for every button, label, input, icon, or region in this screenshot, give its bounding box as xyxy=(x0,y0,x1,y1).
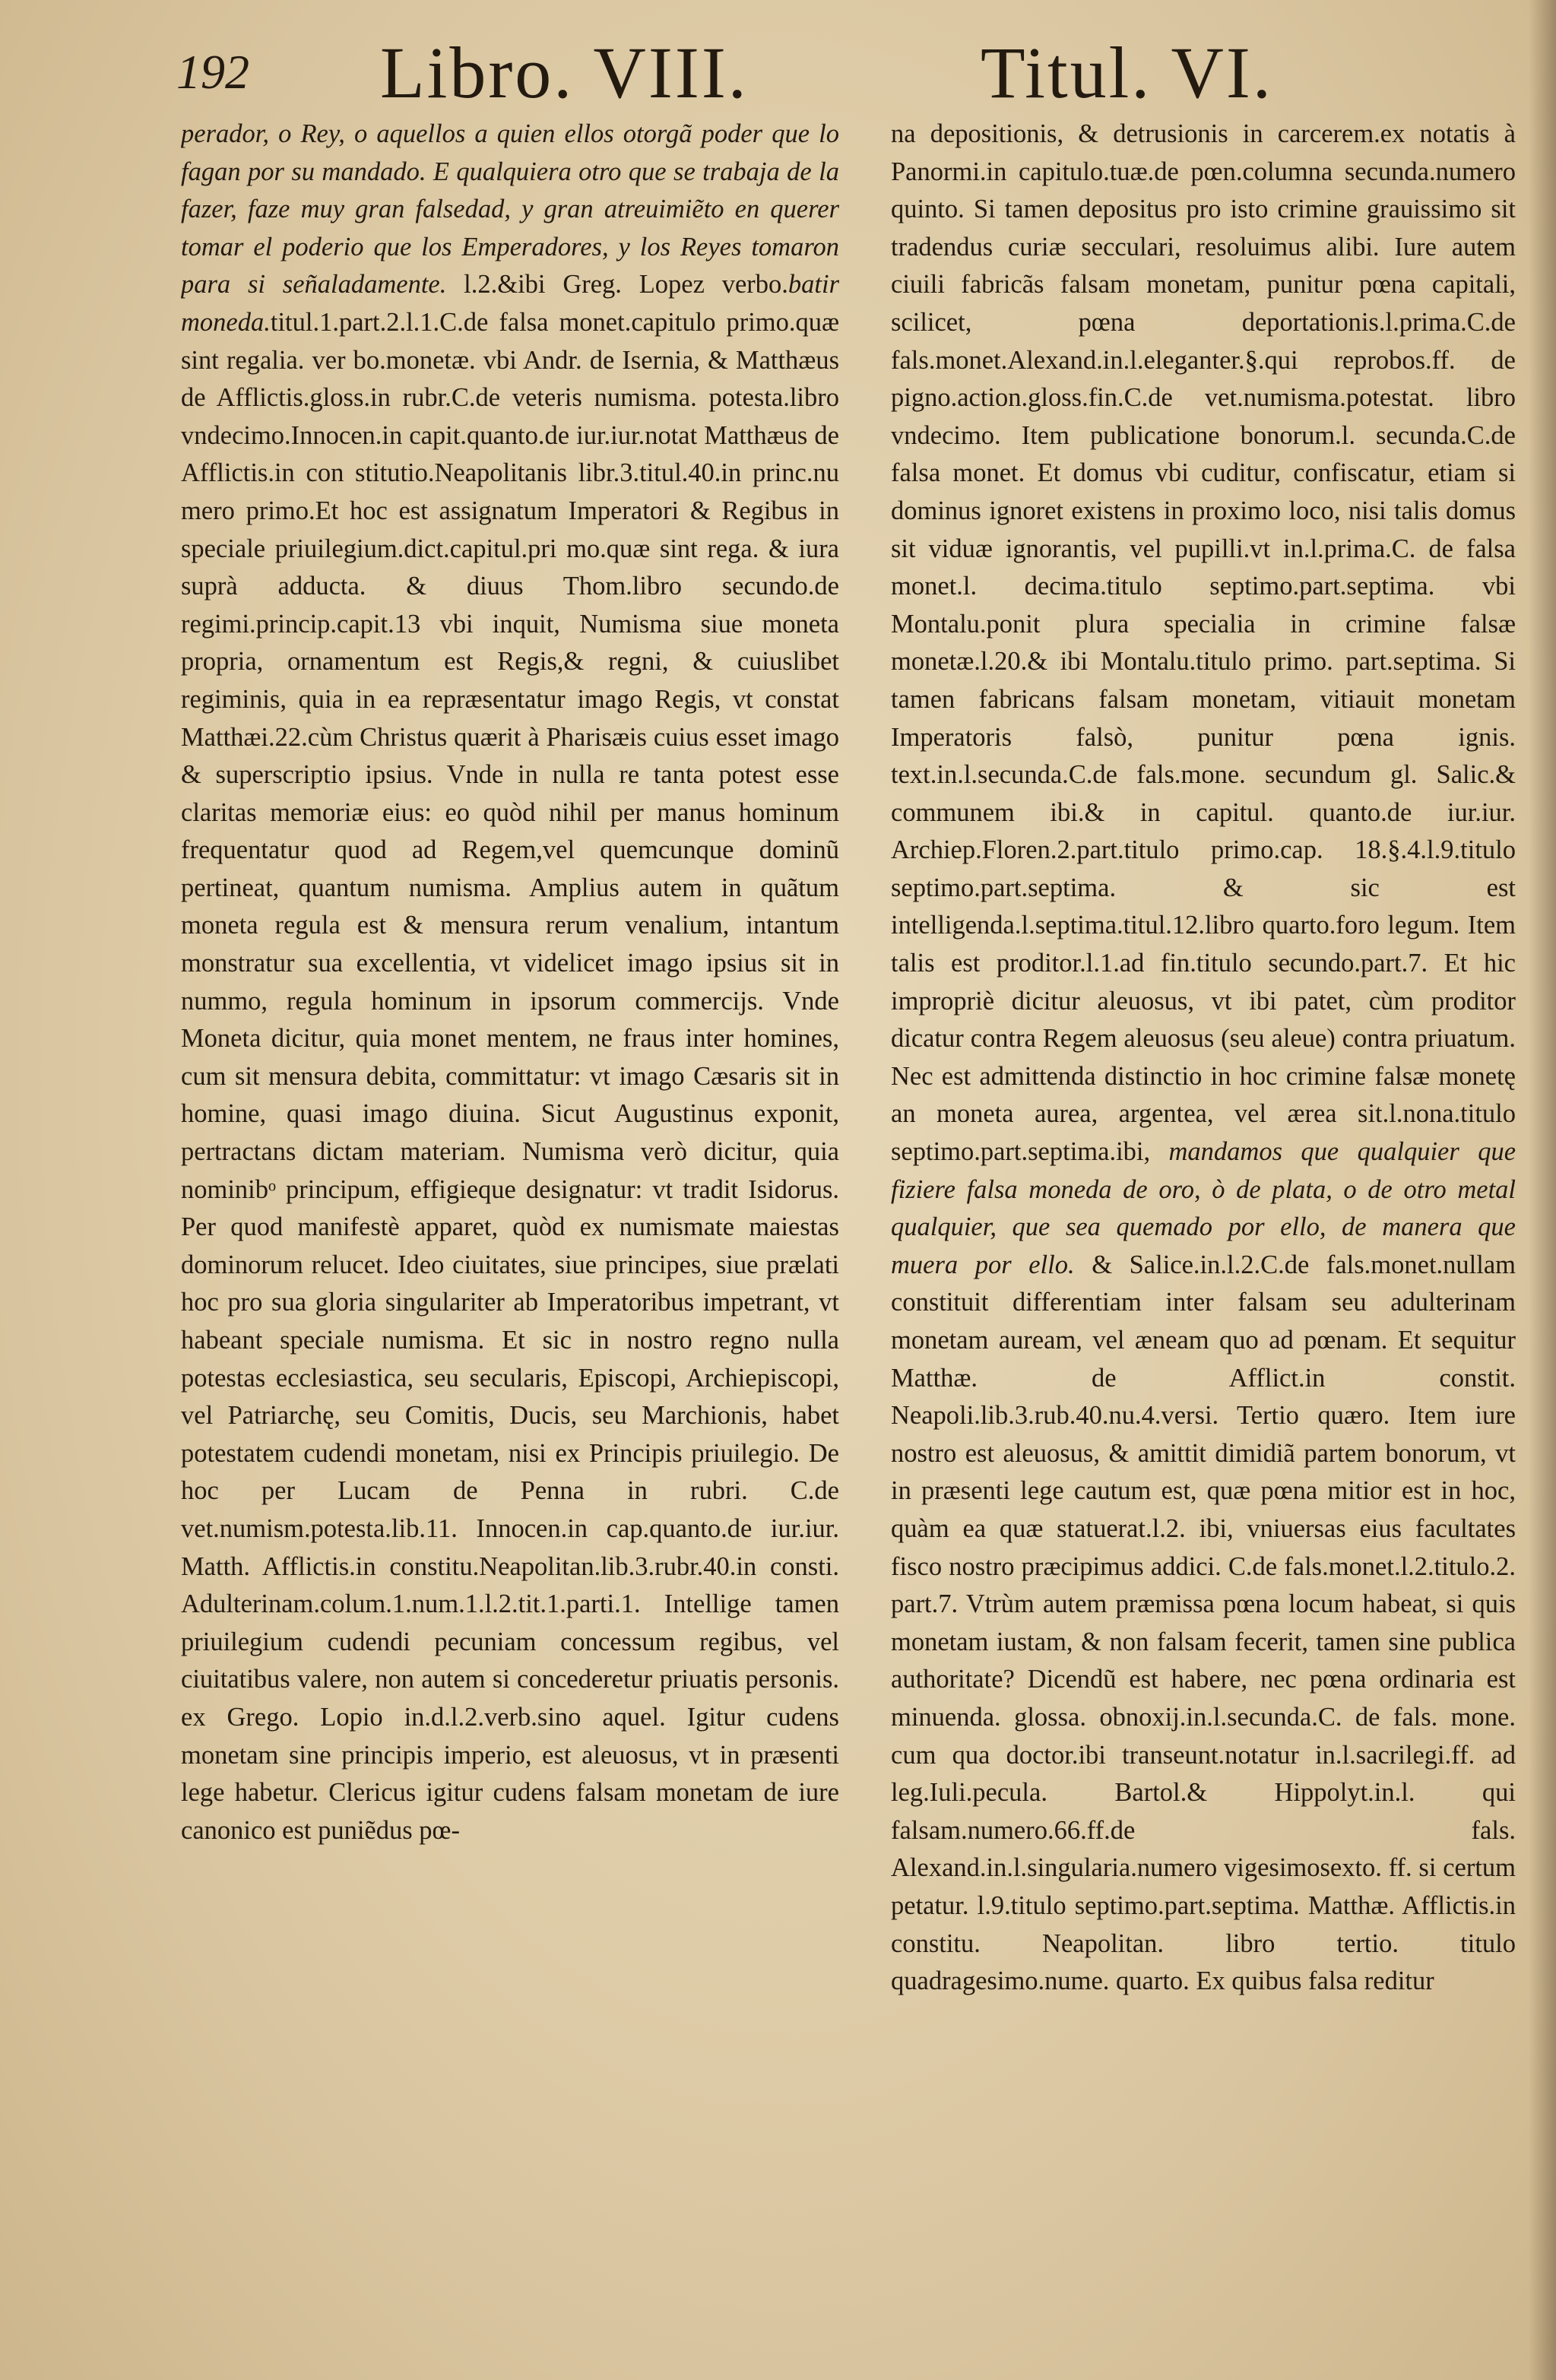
page-header xyxy=(0,30,1556,113)
right-italic-quotation: mandamos que qualquier que fiziere falsa moneda de oro, ò de plata, o de otro metal qualquier, que sea quemado por ello, de manera que muera por ello. xyxy=(891,1137,1516,1279)
left-column-text xyxy=(181,116,839,1849)
right-column xyxy=(891,116,1516,2320)
left-text-b: titul.1.part.2.l.1.C.de falsa monet.capitulo primo.quæ sint regalia. ver bo.monetæ. vbi Andr. de Isernia, & Matthæus de Afflictis.gloss.in rubr.C.de veteris numisma. potesta.libro vndecimo.Innocen.in capit.quanto.de iur.iur.notat Matthæus de Afflictis.in con stitutio.Neapolitanis libr.3.titul.40.in princ.nu mero primo.Et hoc est assignatum Imperatori & Regibus in speciale priuilegium.dict.capitul.pri mo.quæ sint rega. & iura suprà adducta. & diuus Thom.libro secundo.de regimi.princip.capit.13 vbi inquit, Numisma siue moneta propria, ornamentum est Regis,& regni, & cuiuslibet regiminis, quia in ea repræsentatur imago Regis, vt constat Matthæi.22.cùm Christus quærit à Pharisæis cuius esset imago & superscriptio ipsius. Vnde in nulla re tanta potest esse claritas memoriæ eius: eo quòd nihil per manus hominum frequentatur quod ad Regem,vel quemcunque dominũ pertineat, quantum numisma. Amplius autem in quãtum moneta regula est & mensura rerum venalium, intantum monstratur sua excellentia, vt videlicet imago ipsius sit in nummo, regula hominum in ipsorum commercijs. Vnde Moneta dicitur, quia monet mentem, ne fraus inter homines, cum sit mensura debita, committatur: vt imago Cæsaris sit in homine, quasi imago diuina. Sicut Augustinus exponit, pertractans dictam materiam. Numisma verò dicitur, quia nominibᵒ principum, effigieque designatur: vt tradit Isidorus. Per quod manifestè apparet, quòd ex numismate maiestas dominorum relucet. Ideo ciuitates, siue principes, siue prælati hoc pro sua gloria singulariter ab Imperatoribus impetrant, vt habeant speciale numisma. Et sic in nostro regno nulla potestas ecclesiastica, seu secularis, Episcopi, Archiepiscopi, vel Patriarchę, seu Comitis, Ducis, seu Marchionis, habet potestatem cudendi monetam, nisi ex Principis priuilegio. De hoc per Lucam de Penna in rubri. C.de vet.numism.potesta.lib.11. Innocen.in cap.quanto.de iur.iur. Matth. Afflictis.in constitu.Neapolitan.lib.3.rubr.40.in consti. Adulterinam.colum.1.num.1.l.2.tit.1.parti.1. Intellige tamen priuilegium cudendi pecuniam concessum regibus, vel ciuitatibus valere, non autem si concederetur priuatis personis. ex Grego. Lopio in.d.l.2.verb.sino aquel. Igitur cudens monetam sine principis imperio, est aleuosus, vt in præsenti lege habetur. Clericus igitur cudens falsam monetam de iure canonico est puniẽdus pœ- xyxy=(181,307,839,1845)
left-text-a: l.2.&ibi Greg. Lopez verbo. xyxy=(446,270,788,299)
right-text-b: & Salice.in.l.2.C.de fals.monet.nullam constituit differentiam inter falsam seu adulterinam monetam auream, vel æneam quo ad pœnam. Et sequitur Matthæ. de Afflict.in constit. Neapoli.lib.3.rub.40.nu.4.versi. Tertio quæro. Item iure nostro est aleuosus, & amittit dimidiã partem bonorum, vt in præsenti lege cautum est, quæ pœna mitior est in hoc, quàm ea quæ statuerat.l.2. ibi, vniuersas eius facultates fisco nostro præcipimus addici. C.de fals.monet.l.2.titulo.2. part.7. Vtrùm autem præmissa pœna locum habeat, si quis monetam iustam, & non falsam fecerit, tamen sine publica authoritate? Dicendũ est habere, nec pœna ordinaria est minuenda. glossa. obnoxij.in.l.secunda.C. de fals. mone. cum qua doctor.ibi transeunt.notatur in.l.sacrilegi.ff. ad leg.Iuli.pecula. Bartol.& Hippolyt.in.l. qui falsam.numero.66.ff.de fals. Alexand.in.l.singularia.numero vigesimosexto. ff. si certum petatur. l.9.titulo septimo.part.septima. Matthæ. Afflictis.in constitu. Neapolitan. libro tertio. titulo quadragesimo.nume. quarto. Ex quibus falsa reditur xyxy=(891,1250,1516,1996)
page-gutter-shadow xyxy=(1529,0,1556,2380)
right-column-text xyxy=(891,116,1516,2001)
left-column xyxy=(181,116,839,2320)
left-italic-quotation: perador, o Rey, o aquellos a quien ellos otorgã poder que lo fagan por su mandado. E qualquiera otro que se trabaja de la fazer, faze muy gran falsedad, y gran atreuimiẽto en querer tomar el poderio que los Emperadores, y los Reyes tomaron para si señaladamente. xyxy=(181,119,839,299)
running-head-title: Titul. VI. xyxy=(981,32,1273,113)
running-head-book: Libro. VIII. xyxy=(380,32,749,113)
page-number: 192 xyxy=(176,45,249,99)
right-text-a: na depositionis, & detrusionis in carcerem.ex notatis à Panormi.in capitulo.tuæ.de pœn.columna secunda.numero quinto. Si tamen depositus pro isto crimine grauissimo sit tradendus curiæ secculari, resoluimus alibi. Iure autem ciuili fabricãs falsam monetam, punitur pœna capitali, scilicet, pœna deportationis.l.prima.C.de fals.monet.Alexand.in.l.eleganter.§.qui reprobos.ff. de pigno.action.gloss.fin.C.de vet.numisma.potestat. libro vndecimo. Item publicatione bonorum.l. secunda.C.de falsa monet. Et domus vbi cuditur, confiscatur, etiam si dominus ignoret existens in proximo loco, nisi talis domus sit viduæ ignorantis, vel pupilli.vt in.l.prima.C. de falsa monet.l. decima.titulo septimo.part.septima. vbi Montalu.ponit plura specialia in crimine falsæ monetæ.l.20.& ibi Montalu.titulo primo. part.septima. Si tamen fabricans falsam monetam, vitiauit monetam Imperatoris falsò, punitur pœna ignis. text.in.l.secunda.C.de fals.mone. secundum gl. Salic.& communem ibi.& in capitul. quanto.de iur.iur. Archiep.Floren.2.part.titulo primo.cap. 18.§.4.l.9.titulo septimo.part.septima. & sic est intelligenda.l.septima.titul.12.libro quarto.foro legum. Item talis est proditor.l.1.ad fin.titulo secundo.part.7. Et hic impropriè dicitur aleuosus, vt ibi patet, cùm proditor dicatur contra Regem aleuosus (seu aleue) contra priuatum. Nec est admittenda distinctio in hoc crimine falsæ monetę an moneta aurea, argentea, vel ærea sit.l.nona.titulo septimo.part.septima.ibi, xyxy=(891,119,1516,1167)
left-italic-term: batir moneda. xyxy=(181,270,839,337)
